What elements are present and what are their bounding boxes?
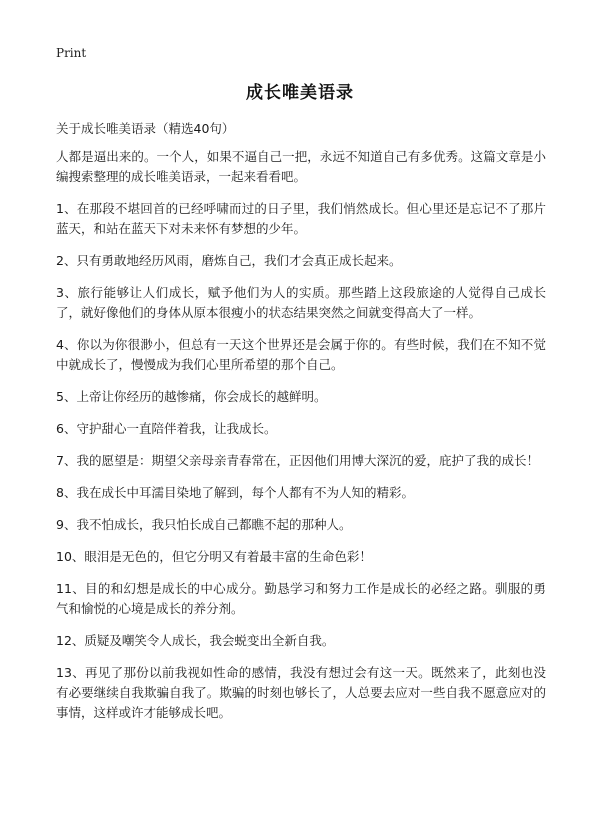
quote-4: 4、你以为你很渺小，但总有一天这个世界还是会属于你的。有些时候，我们在不知不觉中就成长了，慢慢成为我们心里所希望的那个自己。 <box>56 337 546 372</box>
quote-2: 2、只有勇敢地经历风雨，磨炼自己，我们才会真正成长起来。 <box>56 253 402 268</box>
document-body <box>56 147 546 735</box>
quote-9: 9、我不怕成长，我只怕长成自己都瞧不起的那种人。 <box>56 517 352 532</box>
quote-7: 7、我的愿望是：期望父亲母亲青春常在，正因他们用博大深沉的爱，庇护了我的成长！ <box>56 453 539 468</box>
quote-3: 3、旅行能够让人们成长，赋予他们为人的实质。那些踏上这段旅途的人觉得自己成长了，就好像他们的身体从原本很瘦小的状态结果突然之间就变得高大了一样。 <box>56 285 546 320</box>
page-title: 成长唯美语录 <box>246 83 354 103</box>
quote-12: 12、质疑及嘲笑令人成长，我会蜕变出全新自我。 <box>56 633 335 648</box>
quote-5: 5、上帝让你经历的越惨痛，你会成长的越鲜明。 <box>56 389 327 404</box>
quote-10: 10、眼泪是无色的，但它分明又有着最丰富的生命色彩！ <box>56 549 372 564</box>
quote-6: 6、守护甜心一直陪伴着我，让我成长。 <box>56 421 277 436</box>
quote-8: 8、我在成长中耳濡目染地了解到，每个人都有不为人知的精彩。 <box>56 485 414 500</box>
print-label: Print <box>56 46 87 60</box>
paragraph-intro: 人都是逼出来的。一个人，如果不逼自己一把，永远不知道自己有多优秀。这篇文章是小编搜索整理的成长唯美语录，一起来看看吧。 <box>56 149 546 184</box>
page-subtitle: 关于成长唯美语录（精选40句） <box>56 121 235 136</box>
quote-11: 11、目的和幻想是成长的中心成分。勤恳学习和努力工作是成长的必经之路。驯服的勇气和愉悦的心境是成长的养分剂。 <box>56 581 546 616</box>
quote-13: 13、再见了那份以前我视如性命的感情，我没有想过会有这一天。既然来了，此刻也没有必要继续自我欺骗自我了。欺骗的时刻也够长了，人总要去应对一些自我不愿意应对的事情，这样或许才能够成长吧。 <box>56 665 546 720</box>
quote-1: 1、在那段不堪回首的已经呼啸而过的日子里，我们悄然成长。但心里还是忘记不了那片蓝天，和站在蓝天下对未来怀有梦想的少年。 <box>56 201 546 236</box>
